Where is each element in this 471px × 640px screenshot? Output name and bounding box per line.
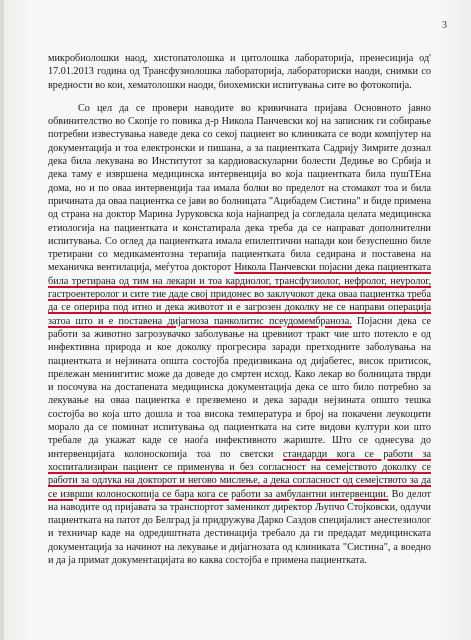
underlined-passage-2: стандарди кога се работи за хоспитализиран пациент се применува и без согласност на семејството доколку се работи за одлука на докторот и негово мислење, а дека согласност од семејството за да се изврши колоноскопија се бара кога се работи за амбулантни интервенции. [48, 448, 431, 500]
paragraph-2-part-b: Појасни дека се работи за животно загрозувачко заболување на цревниот тракт чие што потекло е од инфективна природа и кое доколку прогресира заради претходните заболувања на пациентката и нејзината општа состојба предизвикана од дијабетес, висок притисок, прележан менингитис може да доведе до смртен исход. Како лекар во болницата тврди и посочува на достапената медицинска документација дека се што било потребно за лекување на оваа пациентка е презвемено и дека заради нејзината општо тешка состојба во која што дошла и тоа висока температура и број на покачени леукоцити морало да се поминат испитувања од пациентката на сите видови култури кои што требале да укажат каде се наоѓа инфективното жариште. Што се однесува до интервенцијата колоноскопија тоа по светски [48, 315, 432, 460]
paragraph-2-part-c: Во делот на наводите од пријавата за транспортот заменикот директор Љупчо Стојковски, одлучи пациентката на патот до Белград ја придружува Дарко Саздов специјалист анестезиолог и техничар каде на одредиштната дестинација требало да ги предадат медицинската документација за начинот на лекување и дијагнозата од клиниката "Систина", а воедно и да ја примат документацијата во каква состојба е примена пациентката. [48, 488, 431, 566]
underlined-passage-1: Никола Панчевски појасни дека пациентката била третирана од тим на лекари и тоа кардиолог, трансфузиолог, нефролог, неуролог, гастроентеролог и сите тие даде свој придонес во заклучокот дека оваа пациентка треба да се оперира под итно и дека животот и е загрозен доколку не се направи операција затоа што и е поставена дијагноза панколитис псеудомембраноза. [48, 262, 431, 327]
scan-edge [0, 0, 4, 640]
document-body [48, 52, 431, 567]
paragraph-2-part-a: Со цел да се провери наводите во кривичната пријава Основното јавно обвинителство во Скопје го повика д-р Никола Панчевски кој на записник ги собирање потребни известувања наведе дека со секој пациент во клиниката се води компјутер на документација и тоа електронски и пишана, а за пациентката Садрију Зимрите дознал дека била лекувана во Институтот за кардиоваскуларни болести Дедиње во Србија и дека таму е извршена медицинска интервенција во која пациентката била пушТЕна дома, но и по оваа интервенција таа имала болки во пределот на стомакот тоа и била причината да оваа пациентка се јави во болницата "Ацибадем Систина" и биде примена од страна на доктор Марина Јуруковска која најнапред ја согледала целата медицинска етиологија на пациентката и констатирала дека треба да се направат дополнителни испитувања. Со оглед да пациентката имала епилептични напади кои безуспешно биле третирани со медикаментозна терапија пациентката била седирана и поставена на механичка вентилација, меѓутоа докторот [48, 102, 431, 274]
paragraph-2 [48, 102, 431, 567]
paragraph-1: микробиолошки наод, хистопатолошка и цитолошка лабораторија, пренесиција од' 17.01.2013 година од Трансфузиолошка лабораторија, лабораториски наоди, снимки со вредности во кои, хематолошки наоди, биохемиски испитувања сите во фотокопија. [48, 53, 431, 91]
page-number: 3 [442, 20, 447, 31]
